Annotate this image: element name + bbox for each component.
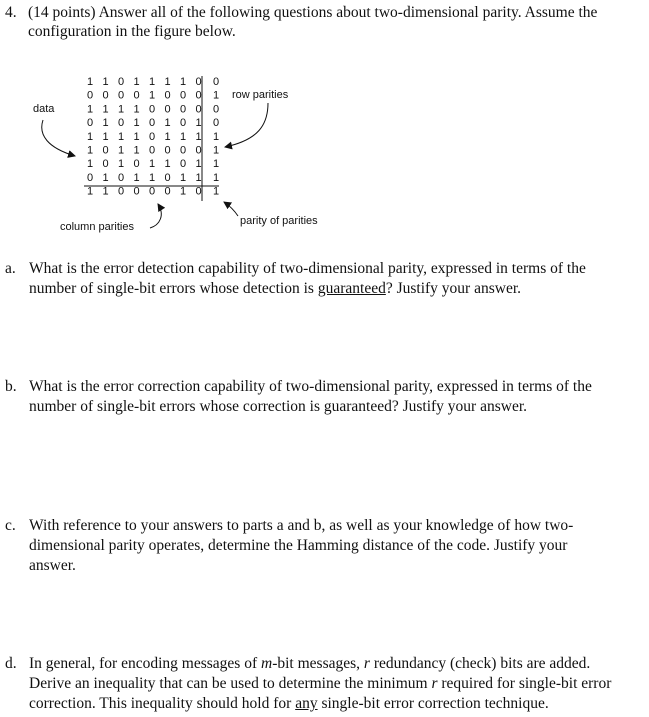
grid-bit: 0 — [164, 144, 171, 157]
grid-bit: 0 — [148, 117, 156, 130]
grid-bit: 1 — [102, 130, 109, 143]
grid-bit: 0 — [179, 103, 187, 116]
row-parity-bit: 1 — [212, 144, 220, 157]
grid-bit: 0 — [164, 89, 171, 102]
part-d-line3: correction. This inequality should hold for any single-bit error correction technique. — [29, 695, 549, 712]
grid-bit: 0 — [148, 103, 156, 116]
grid-bit: 1 — [164, 76, 171, 88]
column-parity-bit: 0 — [148, 185, 156, 198]
column-parity-bit: 0 — [133, 185, 140, 198]
grid-bit: 0 — [164, 103, 171, 116]
grid-bit: 0 — [133, 158, 140, 171]
grid-bit: 0 — [195, 76, 202, 88]
grid-bit: 1 — [148, 171, 156, 184]
grid-bit: 1 — [117, 158, 125, 171]
grid-bit: 0 — [148, 144, 156, 157]
grid-bit: 1 — [164, 158, 171, 171]
grid-bit: 1 — [86, 76, 94, 88]
column-parities-label: column parities — [60, 221, 134, 233]
parity-of-parities-label: parity of parities — [240, 215, 318, 227]
data-arrow — [42, 120, 75, 156]
part-c-line3: answer. — [29, 557, 76, 574]
guaranteed-emphasis: guaranteed — [317, 280, 386, 297]
grid-bit: 1 — [179, 130, 187, 143]
grid-bit: 0 — [133, 89, 140, 102]
grid-bit: 0 — [179, 158, 187, 171]
grid-bit: 1 — [195, 171, 202, 184]
part-a-letter: a. — [5, 260, 16, 277]
part-c-line2: dimensional parity operates, determine the Hamming distance of the code. Justify your — [29, 537, 568, 554]
column-parity-bit: 0 — [195, 185, 202, 198]
grid-bit: 1 — [148, 158, 156, 171]
grid-bit: 1 — [86, 103, 94, 116]
part-d-line1: In general, for encoding messages of m-bit messages, r redundancy (check) bits are added. — [29, 655, 591, 672]
part-b-letter: b. — [5, 378, 17, 395]
part-a-line1: What is the error detection capability of two-dimensional parity, expressed in terms of the — [29, 260, 586, 277]
row-parity-bit: 0 — [212, 76, 220, 88]
question-prompt-line2: configuration in the figure below. — [28, 23, 236, 40]
question-prompt-line1: (14 points) Answer all of the following questions about two-dimensional parity. Assume the — [28, 4, 598, 21]
grid-bit: 1 — [148, 89, 156, 102]
part-c-letter: c. — [5, 517, 16, 534]
row-parity-bit: 1 — [212, 130, 220, 143]
grid-bit: 1 — [164, 130, 171, 143]
grid-bit: 1 — [164, 117, 171, 130]
column-parity-bit: 1 — [179, 185, 187, 198]
grid-bit: 1 — [86, 158, 94, 171]
part-b-line1: What is the error correction capability of two-dimensional parity, expressed in terms of the — [29, 378, 592, 395]
any-emphasis: any — [295, 695, 318, 712]
grid-bit: 0 — [179, 89, 187, 102]
grid-bit: 0 — [179, 144, 187, 157]
row-parities-label: row parities — [232, 89, 289, 101]
grid-bit: 1 — [117, 144, 125, 157]
grid-bit: 1 — [102, 171, 109, 184]
part-c-line1: With reference to your answers to parts a and b, as well as your knowledge of how two- — [29, 517, 574, 534]
grid-bit: 1 — [102, 103, 109, 116]
grid-bit: 1 — [195, 117, 202, 130]
column-parity-bit: 1 — [86, 185, 94, 198]
parity-of-parities-arrow — [224, 202, 238, 216]
grid-bit: 0 — [195, 144, 202, 157]
grid-bit: 0 — [102, 89, 109, 102]
column-parity-bit: 0 — [164, 185, 171, 198]
grid-bit: 1 — [133, 76, 140, 88]
grid-bit: 0 — [86, 171, 94, 184]
grid-bit: 1 — [133, 171, 140, 184]
grid-bit: 1 — [195, 130, 202, 143]
parity-figure — [0, 0, 649, 260]
row-parity-bit: 0 — [212, 117, 220, 130]
part-d-letter: d. — [5, 655, 17, 672]
grid-bit: 0 — [148, 130, 156, 143]
row-parity-bit: 1 — [212, 89, 220, 102]
row-parity-bit: 1 — [212, 185, 220, 198]
grid-bit: 0 — [179, 117, 187, 130]
row-parity-bit: 1 — [212, 158, 220, 171]
grid-bit: 1 — [86, 130, 94, 143]
part-d-line2: Derive an inequality that can be used to determine the minimum r required for single-bit error — [29, 675, 612, 692]
grid-bit: 1 — [86, 144, 94, 157]
grid-bit: 1 — [102, 117, 109, 130]
grid-bit: 1 — [117, 103, 125, 116]
grid-bit: 1 — [179, 171, 187, 184]
grid-bit: 0 — [102, 158, 109, 171]
column-parity-bit: 1 — [102, 185, 109, 198]
question-number: 4. — [5, 4, 17, 21]
grid-bit: 0 — [117, 89, 125, 102]
grid-bit: 0 — [117, 171, 125, 184]
part-a-line2: number of single-bit errors whose detection is guaranteed? Justify your answer. — [29, 280, 522, 297]
grid-bit: 1 — [133, 144, 140, 157]
grid-bit: 0 — [86, 89, 94, 102]
row-parity-bit: 0 — [212, 103, 220, 116]
grid-bit: 0 — [164, 171, 171, 184]
grid-bit: 0 — [195, 89, 202, 102]
grid-bit: 1 — [179, 76, 187, 88]
grid-bit: 1 — [195, 158, 202, 171]
row-parity-bit: 1 — [212, 171, 220, 184]
column-parity-bit: 0 — [117, 185, 125, 198]
row-parities-arrow — [225, 103, 268, 147]
part-b-line2: number of single-bit errors whose correction is guaranteed? Justify your answer. — [29, 398, 528, 415]
grid-bit: 1 — [133, 117, 140, 130]
grid-bit: 0 — [102, 144, 109, 157]
grid-bit: 1 — [133, 103, 140, 116]
parity-grid — [87, 76, 219, 198]
column-parities-arrow — [150, 204, 161, 228]
grid-bit: 0 — [117, 76, 125, 88]
grid-bit: 1 — [133, 130, 140, 143]
grid-bit: 0 — [86, 117, 94, 130]
grid-bit: 0 — [117, 117, 125, 130]
grid-bit: 1 — [102, 76, 109, 88]
grid-bit: 1 — [117, 130, 125, 143]
grid-bit: 0 — [195, 103, 202, 116]
data-label: data — [33, 103, 55, 115]
grid-bit: 1 — [148, 76, 156, 88]
